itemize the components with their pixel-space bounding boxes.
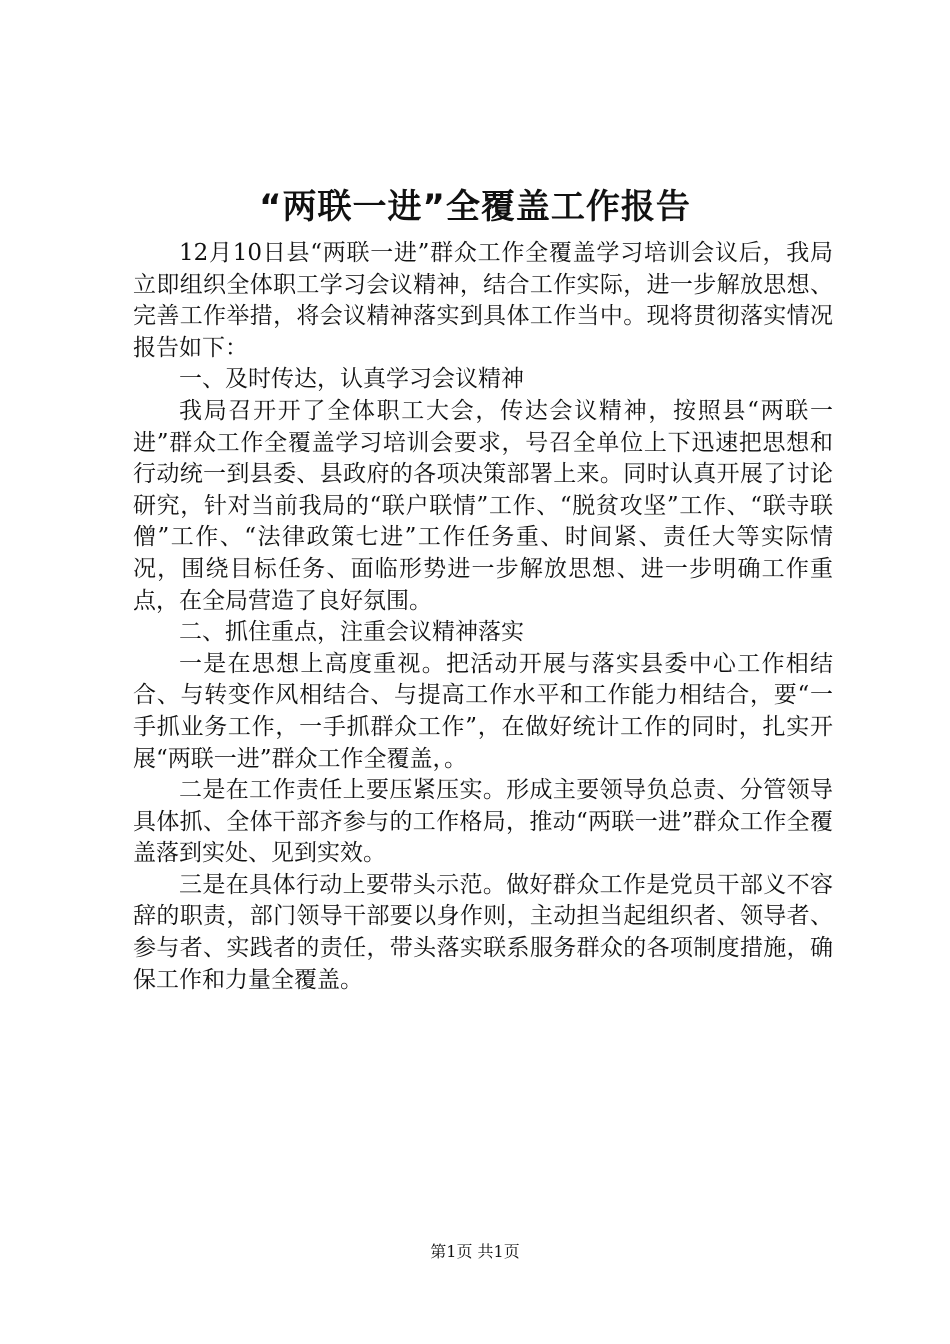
intro-paragraph: 12月10日县“两联一进”群众工作全覆盖学习培训会议后，我局立即组织全体职工学习会议精神，结合工作实际，进一步解放思想、完善工作举措，将会议精神落实到具体工作当中。现将贯彻落实情况报告如下： xyxy=(133,240,833,361)
page-number-footer: 第1页 共1页 xyxy=(430,1242,520,1261)
point-2-paragraph: 二是在工作责任上要压紧压实。形成主要领导负总责、分管领导具体抓、全体干部齐参与的工作格局，推动“两联一进”群众工作全覆盖落到实处、见到实效。 xyxy=(133,777,833,867)
document-title: “两联一进”全覆盖工作报告 xyxy=(259,187,691,227)
section-heading-2: 二、抓住重点，注重会议精神落实 xyxy=(179,619,524,646)
point-3-paragraph: 三是在具体行动上要带头示范。做好群众工作是党员干部义不容辞的职责，部门领导干部要以身作则，主动担当起组织者、领导者、参与者、实践者的责任，带头落实联系服务群众的各项制度措施，确保工作和力量全覆盖。 xyxy=(133,871,833,993)
document-body xyxy=(133,238,833,996)
point-1-paragraph: 一是在思想上高度重视。把活动开展与落实县委中心工作相结合、与转变作风相结合、与提高工作水平和工作能力相结合，要“一手抓业务工作，一手抓群众工作”，在做好统计工作的同时，扎实开展“两联一进”群众工作全覆盖，。 xyxy=(133,650,833,772)
section-heading-1: 一、及时传达，认真学习会议精神 xyxy=(179,366,524,393)
section-1-paragraph: 我局召开开了全体职工大会，传达会议精神，按照县“两联一进”群众工作全覆盖学习培训会要求，号召全单位上下迅速把思想和行动统一到县委、县政府的各项决策部署上来。同时认真开展了讨论研究，针对当前我局的“联户联情”工作、“脱贫攻坚”工作、“联寺联僧”工作、“法律政策七进”工作任务重、时间紧、责任大等实际情况，围绕目标任务、面临形势进一步解放思想、进一步明确工作重点，在全局营造了良好氛围。 xyxy=(133,397,833,614)
